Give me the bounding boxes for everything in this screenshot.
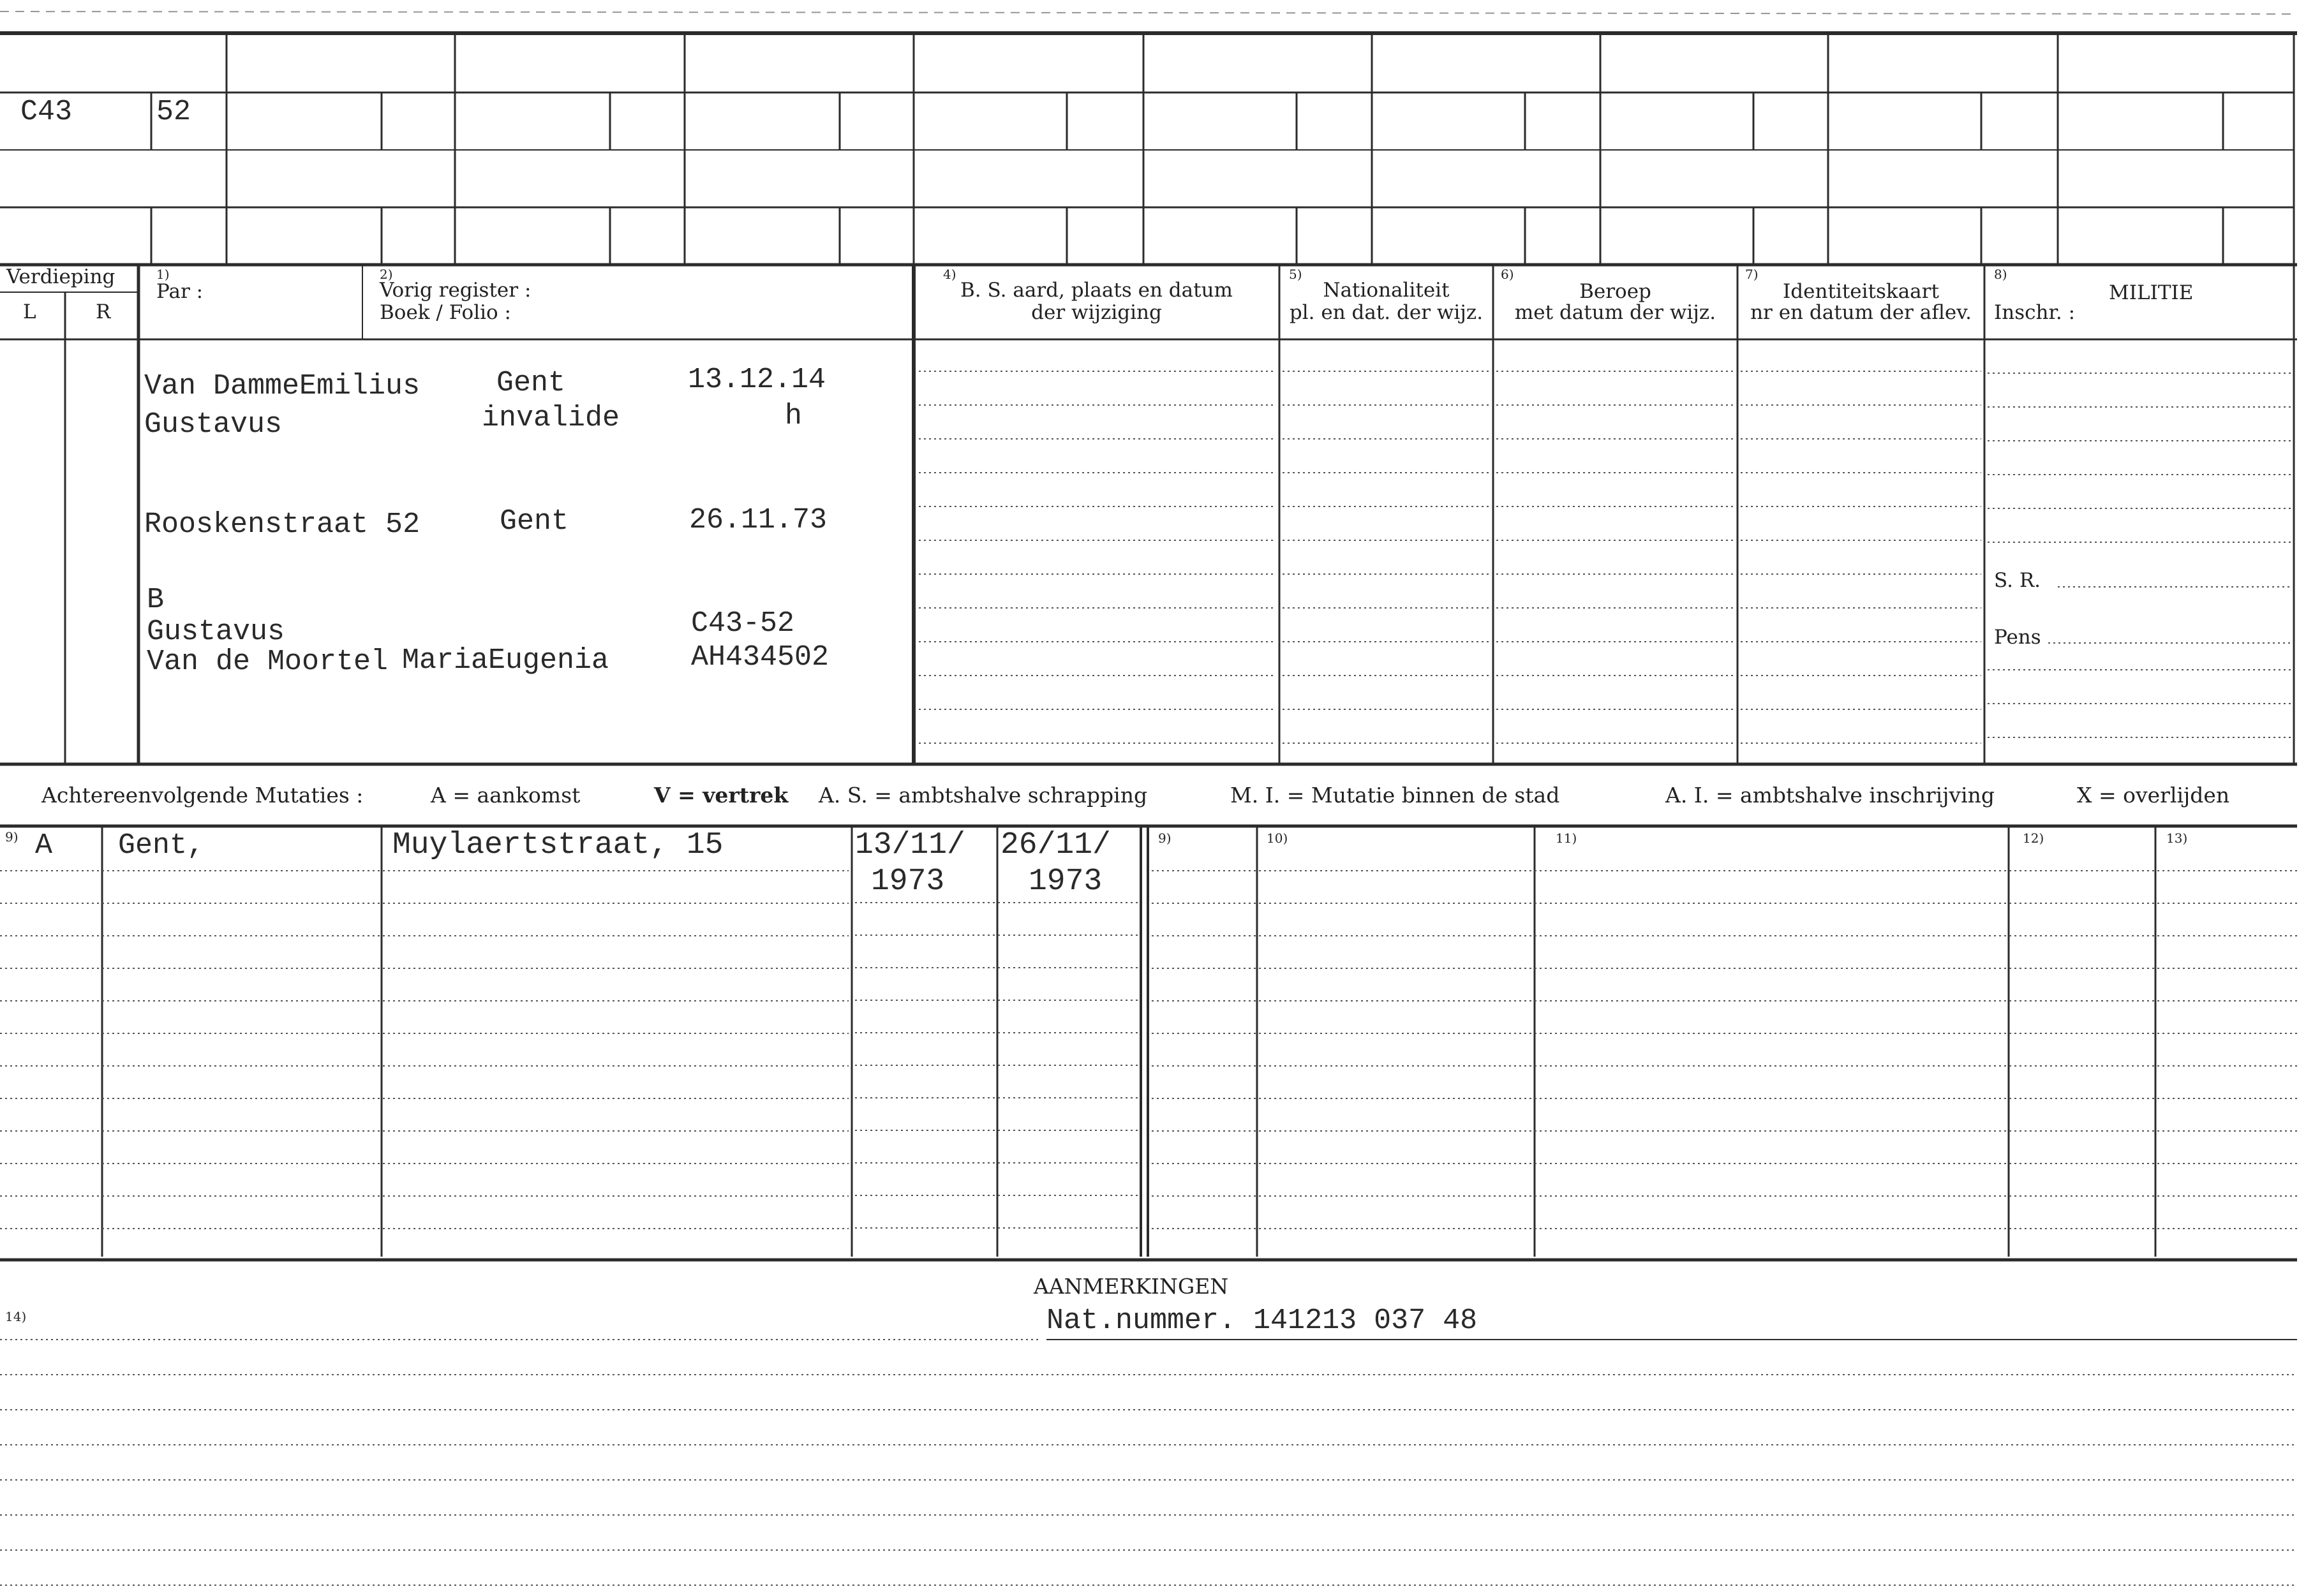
bs-header-2: der wijziging bbox=[1031, 301, 1162, 324]
mutatie-street: Muylaertstraat, 15 bbox=[392, 828, 724, 862]
footnote-6: 6) bbox=[1501, 267, 1514, 282]
vorig-register-label: Vorig register : bbox=[380, 279, 532, 302]
mutatie-city: Gent, bbox=[118, 829, 205, 862]
ref-code: C43-52 bbox=[691, 607, 795, 640]
sr-label: S. R. bbox=[1994, 569, 2041, 592]
footnote-1: 1) bbox=[156, 267, 170, 282]
address-date: 26.11.73 bbox=[689, 504, 828, 536]
verdieping-label: Verdieping bbox=[6, 265, 115, 288]
mutaties-title: Achtereenvolgende Mutaties : bbox=[41, 783, 364, 808]
identiteitskaart-header-1: Identiteitskaart bbox=[1783, 280, 1939, 303]
nat-nummer: Nat.nummer. 141213 037 48 bbox=[1046, 1304, 1478, 1337]
footnote-14: 14) bbox=[5, 1309, 27, 1324]
footnote-9: 9) bbox=[5, 829, 19, 845]
legend-ambtshalve-inschrijving: A. I. = ambtshalve inschrijving bbox=[1665, 783, 1995, 808]
beroep-header-2: met datum der wijz. bbox=[1514, 301, 1716, 324]
footnote-12: 12) bbox=[2023, 831, 2044, 846]
birthplace: Gent bbox=[496, 367, 566, 399]
identiteitskaart-header-2: nr en datum der aflev. bbox=[1750, 301, 1972, 324]
legend-aankomst: A = aankomst bbox=[431, 783, 581, 808]
par-label: Par : bbox=[156, 280, 204, 303]
status: invalide bbox=[482, 402, 620, 434]
footnote-9b: 9) bbox=[1158, 831, 1172, 846]
bs-header-1: B. S. aard, plaats en datum bbox=[960, 279, 1233, 302]
birthdate: 13.12.14 bbox=[688, 364, 826, 396]
address: Rooskenstraat 52 bbox=[144, 508, 420, 541]
footnote-4: 4) bbox=[943, 267, 956, 282]
footnote-11: 11) bbox=[1556, 831, 1577, 846]
grid-code: C43 bbox=[20, 96, 73, 128]
mutatie-date2-line2: 1973 bbox=[1029, 864, 1103, 899]
legend-vertrek: V = vertrek bbox=[654, 783, 789, 808]
militie-header: MILITIE bbox=[2109, 281, 2194, 304]
legend-overlijden: X = overlijden bbox=[2077, 783, 2230, 808]
beroep-header-1: Beroep bbox=[1579, 280, 1651, 303]
mutatie-date1-line1: 13/11/ bbox=[855, 828, 965, 862]
id-number: AH434502 bbox=[691, 641, 829, 674]
col-r-label: R bbox=[96, 300, 111, 323]
mutatie-date1-line2: 1973 bbox=[871, 864, 945, 899]
address-city: Gent bbox=[500, 505, 569, 538]
aanmerkingen-title: AANMERKINGEN bbox=[1034, 1274, 1229, 1299]
mutatie-date2-line1: 26/11/ bbox=[1001, 828, 1111, 862]
footnote-7: 7) bbox=[1745, 267, 1759, 282]
footnote-5: 5) bbox=[1289, 267, 1302, 282]
nationaliteit-header-1: Nationaliteit bbox=[1323, 279, 1450, 302]
mutatie-type: A bbox=[35, 829, 53, 862]
partner-first: Gustavus bbox=[147, 616, 285, 648]
partner-name: Van de Moortel bbox=[147, 646, 389, 678]
status-mark: h bbox=[785, 400, 803, 432]
person-name: Van DammeEmilius bbox=[144, 370, 420, 403]
footnote-10: 10) bbox=[1267, 831, 1288, 846]
footnote-2: 2) bbox=[380, 267, 393, 282]
legend-mutatie-binnen-stad: M. I. = Mutatie binnen de stad bbox=[1230, 783, 1560, 808]
nationaliteit-header-2: pl. en dat. der wijz. bbox=[1289, 301, 1484, 324]
boek-folio-label: Boek / Folio : bbox=[380, 301, 511, 324]
inschr-label: Inschr. : bbox=[1994, 301, 2076, 324]
footnote-8: 8) bbox=[1994, 267, 2007, 282]
person-firstname2: Gustavus bbox=[144, 408, 283, 441]
legend-ambtshalve-schrapping: A. S. = ambtshalve schrapping bbox=[819, 783, 1148, 808]
grid-number: 52 bbox=[156, 96, 191, 128]
pens-label: Pens bbox=[1994, 626, 2041, 649]
partner-given: MariaEugenia bbox=[402, 644, 609, 677]
footnote-13: 13) bbox=[2166, 831, 2188, 846]
code-b: B bbox=[147, 584, 165, 616]
col-l-label: L bbox=[23, 300, 36, 323]
